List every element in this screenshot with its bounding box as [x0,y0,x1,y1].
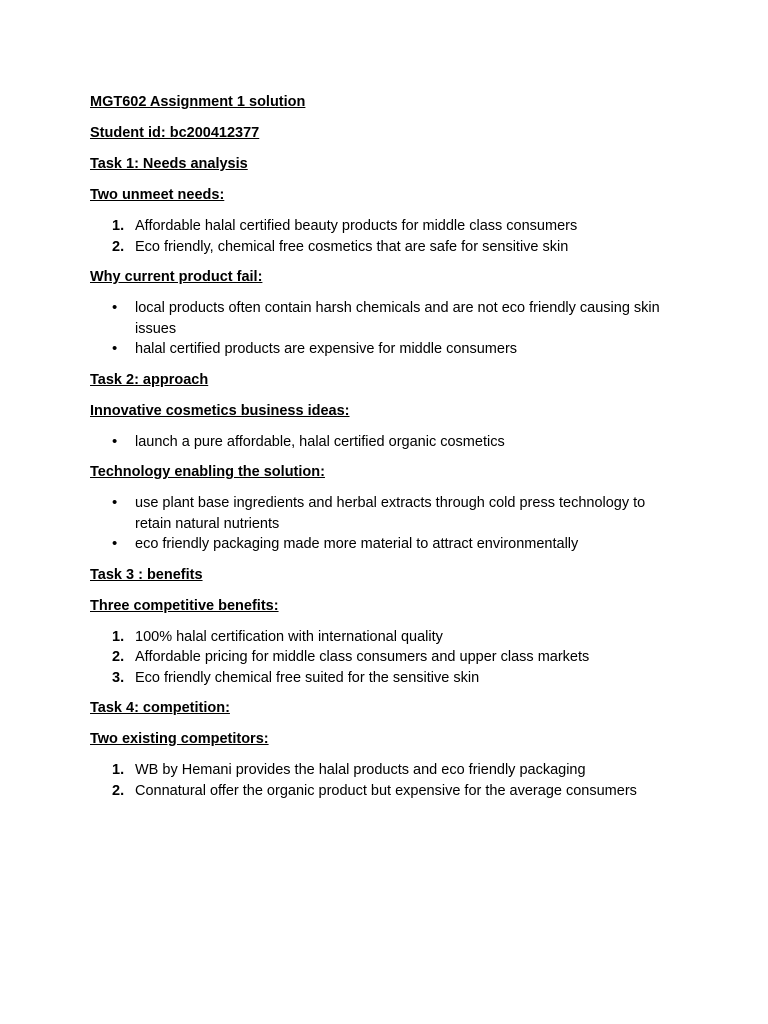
list-item-text: Eco friendly chemical free suited for the sensitive skin [135,669,480,686]
bullet-icon: • [112,494,118,511]
task2-heading: Task 2: approach [90,371,209,388]
list-number: 2. [112,782,125,799]
task3-heading: Task 3 : benefits [90,566,203,583]
unmet-needs-heading: Two unmeet needs: [90,187,225,203]
list-item [90,647,678,668]
list-number: 2. [112,649,125,665]
list-item-text: Affordable halal certified beauty products for middle class consumers [135,218,578,234]
bullet-icon: • [112,299,118,316]
list-item [90,627,678,648]
competitors-list [90,760,678,801]
list-item [90,237,678,258]
list-item [90,534,678,555]
list-item [90,339,678,360]
bullet-icon: • [112,340,118,357]
list-number: 1. [112,218,125,234]
list-item-text: Eco friendly, chemical free cosmetics that are safe for sensitive skin [135,238,569,255]
list-item-text: eco friendly packaging made more material to attract environmentally [135,536,579,552]
list-item [90,760,678,781]
task4-heading: Task 4: competition: [90,700,230,716]
task1-heading: Task 1: Needs analysis [90,156,248,172]
benefits-heading: Three competitive benefits: [90,597,279,614]
fail-reasons-list [90,298,678,360]
list-item [90,493,678,534]
list-item-text: WB by Hemani provides the halal products and eco friendly packaging [135,762,586,778]
list-number: 1. [112,762,125,778]
benefits-list [90,627,678,689]
list-item-text: 100% halal certification with international quality [135,628,443,645]
competitors-heading: Two existing competitors: [90,731,269,747]
fail-reasons-heading: Why current product fail: [90,269,263,285]
unmet-needs-list [90,216,678,257]
list-item [90,668,678,689]
technology-list [90,493,678,555]
document-title: MGT602 Assignment 1 solution [90,94,306,110]
business-ideas-list [90,432,678,453]
bullet-icon: • [112,535,118,552]
list-item-text: local products often contain harsh chemicals and are not eco friendly causing skin issues [135,300,660,337]
list-item-text: use plant base ingredients and herbal extracts through cold press technology to retain natural nutrients [135,495,646,532]
list-item [90,216,678,237]
list-number: 2. [112,238,125,255]
list-number: 1. [112,628,125,645]
list-item-text: halal certified products are expensive for middle consumers [135,341,518,357]
list-item [90,298,678,339]
list-item-text: Connatural offer the organic product but expensive for the average consumers [135,782,637,799]
technology-heading: Technology enabling the solution: [90,464,325,480]
list-item [90,432,678,453]
bullet-icon: • [112,432,118,450]
list-item-text: Affordable pricing for middle class consumers and upper class markets [135,649,590,665]
list-item-text: launch a pure affordable, halal certified organic cosmetics [135,433,505,450]
student-id: Student id: bc200412377 [90,125,260,141]
list-number: 3. [112,669,125,686]
business-ideas-heading: Innovative cosmetics business ideas: [90,402,350,419]
list-item [90,781,678,802]
